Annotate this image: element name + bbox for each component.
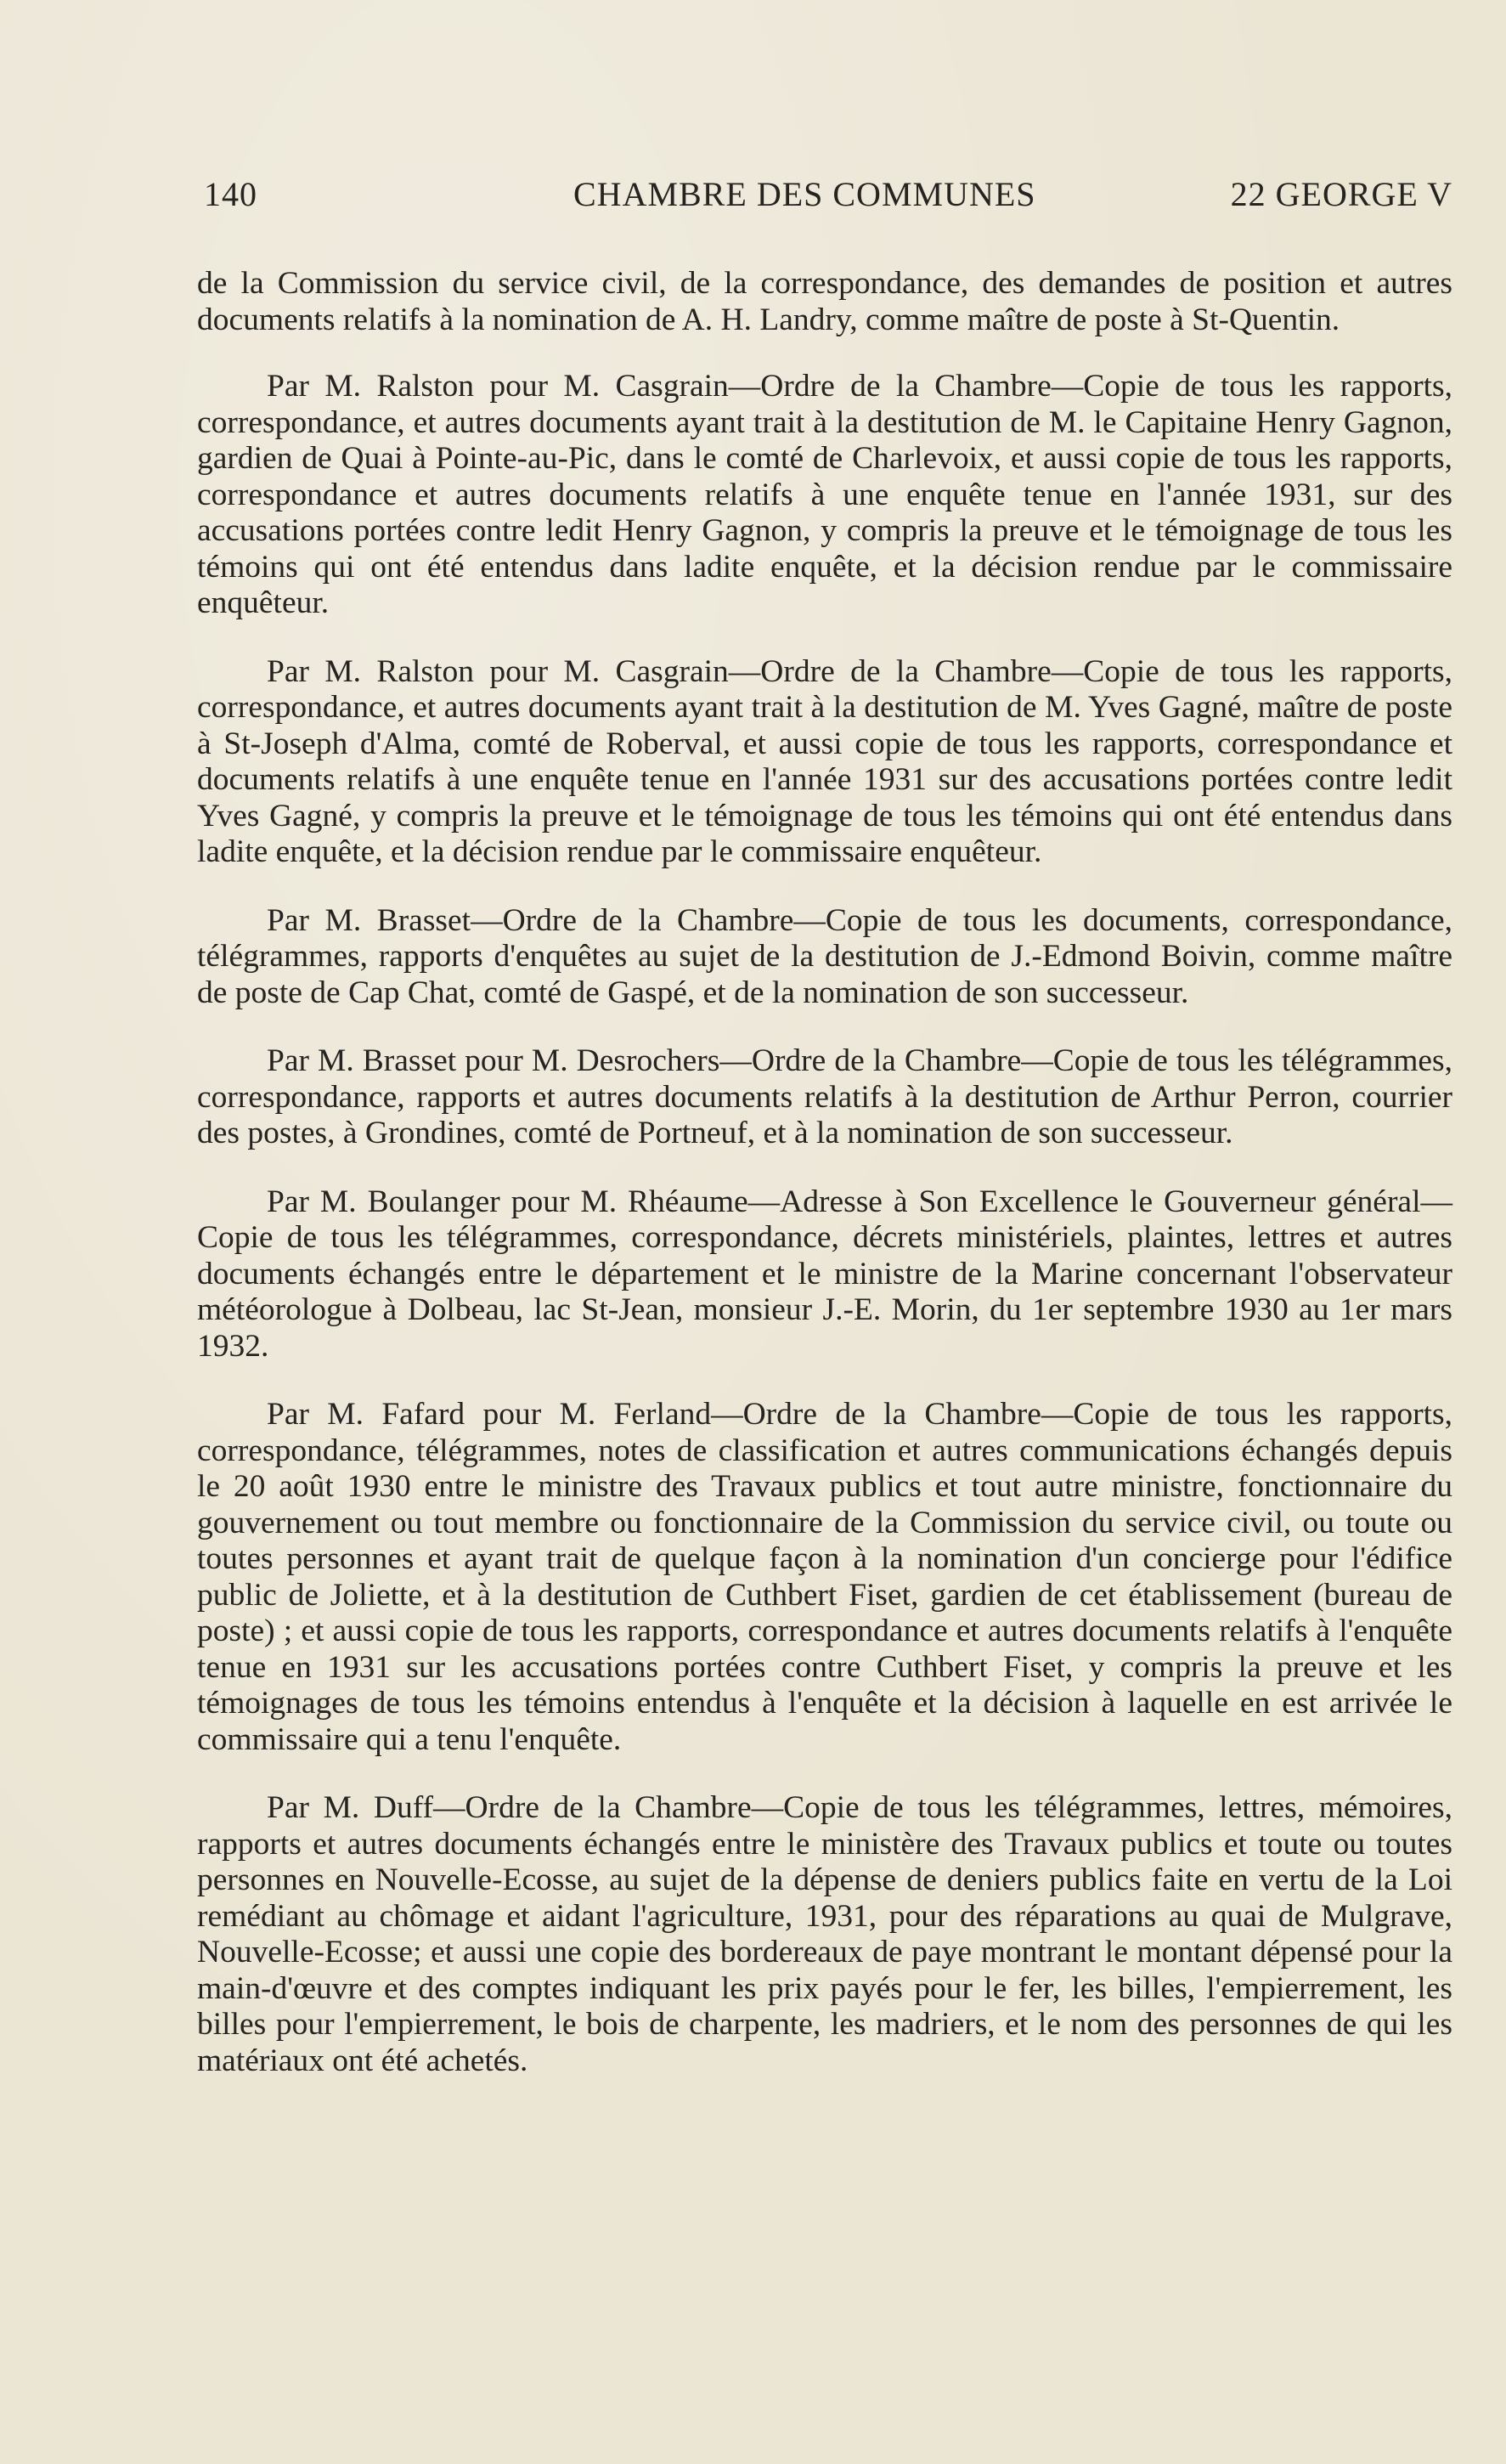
paragraph-duff-mulgrave: Par M. Duff—Ordre de la Chambre—Copie de tous les télégrammes, lettres, mémoires, rapports et autres documents échangés entre le ministère des Travaux publics et toute ou toutes personnes en Nouvelle-Ecosse, au sujet de la dépense de deniers publics faite en vertu de la Loi remédiant au chômage et aidant l'agriculture, 1931, pour des réparations au quai de Mulgrave, Nouvelle-Ecosse; et aussi une copie des bordereaux de paye montrant le montant dépensé pour la main-d'œuvre et des comptes indiquant les prix payés pour le fer, les billes, l'empierrement, les billes pour l'empierrement, le bois de charpente, les madriers, et le nom des personnes de qui les matériaux ont été achetés. xyxy=(197,1790,1452,2078)
reign-label: 22 GEORGE V xyxy=(1230,175,1452,213)
paragraph-fafard-fiset: Par M. Fafard pour M. Ferland—Ordre de la Chambre—Copie de tous les rapports, correspondance, télégrammes, notes de classification et autres communications échangés depuis le 20 août 1930 entre le ministre des Travaux publics et tout autre ministre, fonctionnaire du gouvernement ou tout membre ou fonctionnaire de la Commission du service civil, ou toute ou toutes personnes et ayant trait de quelque façon à la nomination d'un concierge pour l'édifice public de Joliette, et à la destitution de Cuthbert Fiset, gardien de cet établissement (bureau de poste) ; et aussi copie de tous les rapports, correspondance et autres documents relatifs à l'enquête tenue en 1931 sur les accusations portées contre Cuthbert Fiset, y compris la preuve et les témoignages de tous les témoins entendus à l'enquête et la décision à laquelle en est arrivée le commissaire qui a tenu l'enquête. xyxy=(197,1397,1452,1757)
running-title: CHAMBRE DES COMMUNES xyxy=(573,175,1036,213)
page-number: 140 xyxy=(204,175,257,213)
running-head xyxy=(204,174,1452,225)
paragraph-brasset-boivin: Par M. Brasset—Ordre de la Chambre—Copie de tous les documents, correspondance, télégrammes, rapports d'enquêtes au sujet de la destitution de J.-Edmond Boivin, comme maître de poste de Cap Chat, comté de Gaspé, et de la nomination de son successeur. xyxy=(197,902,1452,1010)
paragraph-boulanger-morin: Par M. Boulanger pour M. Rhéaume—Adresse à Son Excellence le Gouverneur général—Copie de tous les télégrammes, correspondance, décrets ministériels, plaintes, lettres et autres documents échangés entre le département et le ministre de la Marine concernant l'observateur météorologue à Dolbeau, lac St-Jean, monsieur J.-E. Morin, du 1er septembre 1930 au 1er mars 1932. xyxy=(197,1184,1452,1364)
paragraph-continuation: de la Commission du service civil, de la correspondance, des demandes de position et autres documents relatifs à la nomination de A. H. Landry, comme maître de poste à St-Quentin. xyxy=(197,266,1452,337)
paragraph-ralston-gagne: Par M. Ralston pour M. Casgrain—Ordre de la Chambre—Copie de tous les rapports, correspondance, et autres documents ayant trait à la destitution de M. Yves Gagné, maître de poste à St-Joseph d'Alma, comté de Roberval, et aussi copie de tous les rapports, correspondance et documents relatifs à une enquête tenue en l'année 1931 sur des accusations portées contre ledit Yves Gagné, y compris la preuve et le témoignage de tous les témoins qui ont été entendus dans ladite enquête, et la décision rendue par le commissaire enquêteur. xyxy=(197,653,1452,869)
paragraph-ralston-gagnon: Par M. Ralston pour M. Casgrain—Ordre de la Chambre—Copie de tous les rapports, correspondance, et autres documents ayant trait à la destitution de M. le Capitaine Henry Gagnon, gardien de Quai à Pointe-au-Pic, dans le comté de Charlevoix, et aussi copie de tous les rapports, correspondance et autres documents relatifs à une enquête tenue en l'année 1931, sur des accusations portées contre ledit Henry Gagnon, y compris la preuve et le témoignage de tous les témoins qui ont été entendus dans ladite enquête, et la décision rendue par le commissaire enquêteur. xyxy=(197,369,1452,620)
paragraph-brasset-perron: Par M. Brasset pour M. Desrochers—Ordre de la Chambre—Copie de tous les télégrammes, correspondance, rapports et autres documents relatifs à la destitution de Arthur Perron, courrier des postes, à Grondines, comté de Portneuf, et à la nomination de son successeur. xyxy=(197,1043,1452,1150)
body-text xyxy=(197,266,1452,2111)
